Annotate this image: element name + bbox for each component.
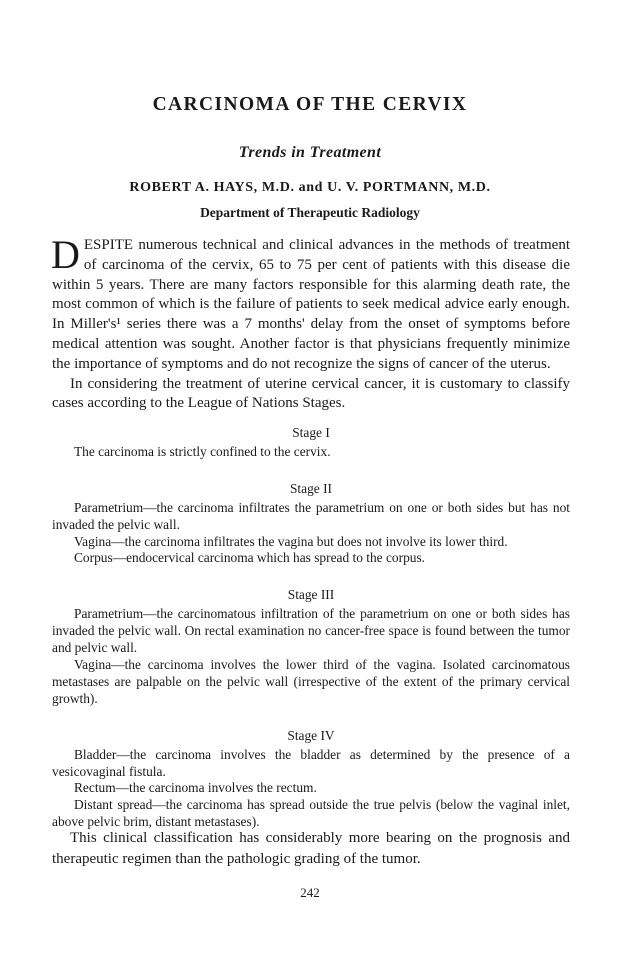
page-number: 242 (300, 885, 320, 900)
stage-heading: Stage IV (287, 727, 335, 743)
stage-block (52, 587, 570, 707)
article-subtitle: Trends in Treatment (238, 144, 382, 161)
stage-block (52, 481, 570, 568)
drop-cap: D (51, 232, 80, 277)
stage-item: Distant spread—the carcinoma has spread outside the true pelvis (below the vaginal inlet, above pelvic brim, distant metastases). (52, 797, 570, 830)
stage-item: Bladder—the carcinoma involves the bladder as determined by the presence of a vesicovaginal fistula. (52, 746, 570, 779)
stage-item: Vagina—the carcinoma involves the lower third of the vagina. Isolated carcinomatous metastases are palpable on the pelvic wall (irrespective of the extent of the primary cervical growth). (52, 656, 570, 706)
intro-paragraph-1-text: ESPITE numerous technical and clinical advances in the methods of treatment of carcinoma of the cervix, 65 to 75 per cent of patients with this disease die within 5 years. There are many factors responsible for this alarming death rate, the most common of which is the failure of patients to seek medical advice early enough. In Miller's¹ series there was a 7 months' delay from the onset of symptoms before medical attention was sought. Another factor is that physicians frequently minimize the importance of symptoms and do not recognize the signs of cancer of the uterus. (52, 237, 570, 372)
article-title: CARCINOMA OF THE CERVIX (152, 94, 468, 115)
stage-heading: Stage I (292, 425, 330, 440)
intro-section (51, 232, 570, 414)
stage-heading: Stage III (287, 587, 335, 603)
intro-paragraph-2: In considering the treatment of uterine cervical cancer, it is customary to classify cases according to the League of Nations Stages. (52, 375, 570, 412)
article-authors: ROBERT A. HAYS, M.D. and U. V. PORTMANN, M.D. (129, 180, 491, 195)
stage-heading: Stage II (289, 480, 333, 496)
stage-item: Parametrium—the carcinoma infiltrates the parametrium on one or both sides but has not invaded the pelvic wall. (52, 499, 570, 532)
stage-block (52, 728, 570, 831)
stage-item: Rectum—the carcinoma involves the rectum. (74, 780, 317, 796)
closing-section (52, 828, 570, 869)
stage-classification (52, 425, 570, 851)
author-department: Department of Therapeutic Radiology (200, 205, 420, 220)
stage-block (52, 425, 570, 461)
stage-item: The carcinoma is strictly confined to the cervix. (74, 443, 331, 459)
stage-item: Parametrium—the carcinomatous infiltration of the parametrium on one or both sides has invaded the pelvic wall. On rectal examination no cancer-free space is found between the tumor and pelvic wall. (52, 606, 570, 656)
stage-item: Vagina—the carcinoma infiltrates the vagina but does not involve its lower third. (74, 533, 508, 549)
intro-paragraph-1 (51, 232, 570, 375)
closing-paragraph: This clinical classification has considerably more bearing on the prognosis and therapeutic regimen than the pathologic grading of the tumor. (52, 830, 570, 867)
stage-item: Corpus—endocervical carcinoma which has spread to the corpus. (74, 550, 426, 566)
